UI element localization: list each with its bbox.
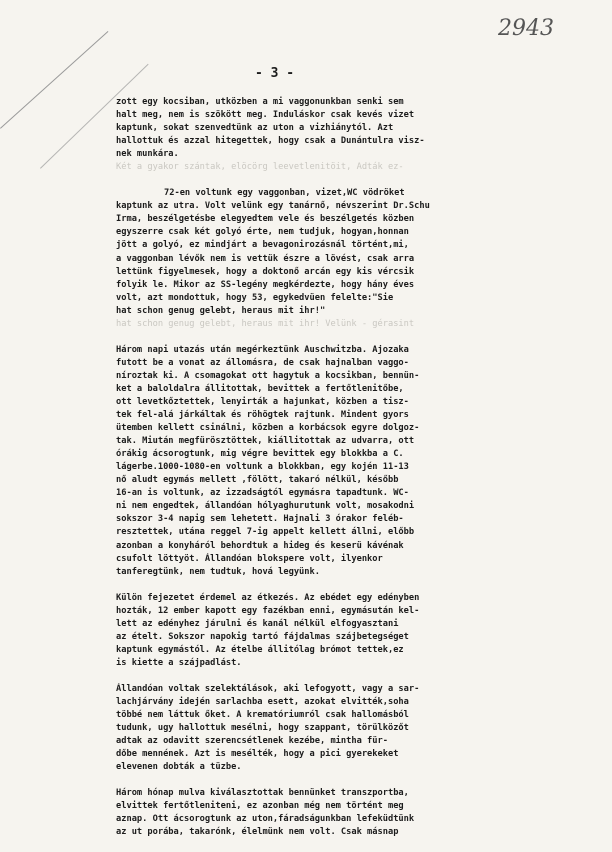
text-line: folyik le. Mikor az SS-legény megkérdezte, hogy hány éves (116, 279, 415, 290)
text-line: hat schon genug gelebt, heraus mit ihr!" (116, 305, 326, 316)
text-line: níroztak ki. A csomagokat ott hagytuk a kocsikban, bennün- (116, 370, 420, 381)
text-line: jött a golyó, ez mindjárt a bevagonirozásnál történt,mi, (116, 240, 409, 251)
handwritten-page-number: 2943 (498, 16, 554, 41)
paragraph (116, 344, 536, 579)
text-line: az ut porába, takarónk, élelmünk nem volt. Csak másnap (116, 827, 399, 838)
page-number: - 3 - (255, 66, 295, 81)
paragraph (116, 96, 536, 174)
text-line: hallottuk és azzal hitegettek, hogy csak a Dunántulra visz- (116, 136, 425, 147)
text-line: Külön fejezetet érdemel az étkezés. Az ebédet egy edényben (116, 592, 420, 603)
faded-line: Két a gyakor szántak, elöcörg leevetlenitöit, Adták ez- (116, 162, 404, 173)
text-line: kaptunk az utra. Volt velünk egy tanárnő, névszerint Dr.Schu (116, 201, 430, 212)
text-line: aznap. Ott ácsorogtunk az uton,fáradságunkban lefeküdtünk (116, 814, 415, 825)
paragraph (116, 787, 536, 839)
text-line: ütemben kellett csinálni, közben a korbácsok egyre dolgoz- (116, 423, 420, 434)
text-line: kaptunk, sokat szenvedtünk az uton a vizhiánytól. Azt (116, 123, 394, 134)
text-line: zott egy kocsiban, utközben a mi vaggonunkban senki sem (116, 97, 404, 107)
text-line: tanferegtünk, nem tudtuk, hová legyünk. (116, 566, 320, 577)
text-line: ott levetkőztettek, lenyirták a hajunkat, közben a tisz- (116, 396, 409, 407)
text-line: tak. Miután megfürösztöttek, kiállitottak az udvarra, ott (116, 436, 415, 447)
text-line: az ételt. Sokszor napokig tartó fájdalmas szájbetegséget (116, 631, 409, 642)
text-line: halt meg, nem is szökött meg. Induláskor csak kevés vizet (116, 110, 415, 121)
text-line: 16-an is voltunk, az izzadságtól egymásra tapadtunk. WC- (116, 488, 409, 499)
text-line: azonban a konyháról behordtuk a hideg és keserü kávénak (116, 540, 404, 551)
text-line: többé nem láttuk őket. A krematóriumról csak hallomásból (116, 710, 409, 721)
text-line: nő aludt egymás mellett ,fölött, takaró nélkül, később (116, 475, 399, 486)
text-line: elvittek fertőtleniteni, ez azonban még nem történt meg (116, 801, 404, 812)
text-line: lettünk figyelmesek, hogy a doktonő arcán egy kis vércsik (116, 266, 415, 277)
text-line: nek munkára. (116, 149, 179, 160)
text-line: elevenen dobták a tüzbe. (116, 762, 242, 773)
paragraph (116, 187, 536, 331)
text-line: kaptunk egymástól. Az ételbe állitólag brómot tettek,ez (116, 644, 404, 655)
text-line: resztettek, utána reggel 7-ig appelt kellett állni, előbb (116, 527, 415, 538)
faded-line: hat schon genug gelebt, heraus mit ihr! Velünk - gérasint (116, 318, 415, 329)
text-line: órákig ácsorogtunk, mig végre bevittek egy blokkba a C. (116, 449, 404, 460)
text-line: lett az edényhez járulni és kanál nélkül elfogyasztani (116, 618, 399, 629)
text-line: Három napi utazás után megérkeztünk Auschwitzba. Ajozaka (116, 344, 409, 355)
text-line: futott be a vonat az állomásra, de csak hajnalban vaggo- (116, 357, 409, 368)
text-line: lágerbe.1000-1080-en voltunk a blokkban, egy kojén 11-13 (116, 462, 409, 473)
fold-crease-line (0, 31, 108, 129)
text-line: lachjárvány idején sarlachba esett, azokat elvitték,soha (116, 696, 409, 707)
text-line: egyszerre csak két golyó érte, nem tudjuk, hogyan,honnan (116, 227, 409, 238)
text-line: Állandóan voltak szelektálások, aki lefogyott, vagy a sar- (116, 683, 420, 694)
text-line: Irma, beszélgetésbe elegyedtem vele és beszélgetés közben (116, 214, 415, 225)
text-line: ni nem engedtek, állandóan hólyaghurutunk volt, mosakodni (116, 501, 415, 512)
text-line: csufolt löttyöt. Állandóan blokspere volt, ilyenkor (116, 553, 383, 564)
text-line: volt, azt mondottuk, hogy 53, egykedvüen felelte:"Sie (116, 292, 394, 303)
text-line: adtak az odavitt szerencsétlenek kezébe, mintha für- (116, 736, 388, 747)
text-line: ket a baloldalra állitottak, bevittek a fertőtlenitőbe, (116, 383, 404, 394)
text-line: hozták, 12 ember kapott egy fazékban enni, egymásután kel- (116, 605, 420, 616)
text-line: dőbe mennének. Azt is mesélték, hogy a pici gyerekeket (116, 749, 399, 760)
text-line: tudunk, ugy hallottuk mesélni, hogy szappant, törülközőt (116, 723, 409, 734)
text-line: sokszor 3-4 napig sem lehetett. Hajnali 3 órakor feléb- (116, 514, 404, 525)
text-line: 72-en voltunk egy vaggonban, vizet,WC vödröket (164, 188, 405, 199)
paragraph (116, 683, 536, 774)
text-line: is kiette a szájpadlást. (116, 657, 242, 668)
text-line: Három hónap mulva kiválasztottak bennünket transzportba, (116, 788, 409, 799)
text-line: tek fel-alá járkáltak és röhögtek rajtunk. Mindent gyors (116, 410, 409, 421)
paragraph (116, 592, 536, 670)
text-line: a vaggonban lévők nem is vettük észre a lövést, csak arra (116, 253, 415, 264)
document-body (116, 96, 536, 852)
